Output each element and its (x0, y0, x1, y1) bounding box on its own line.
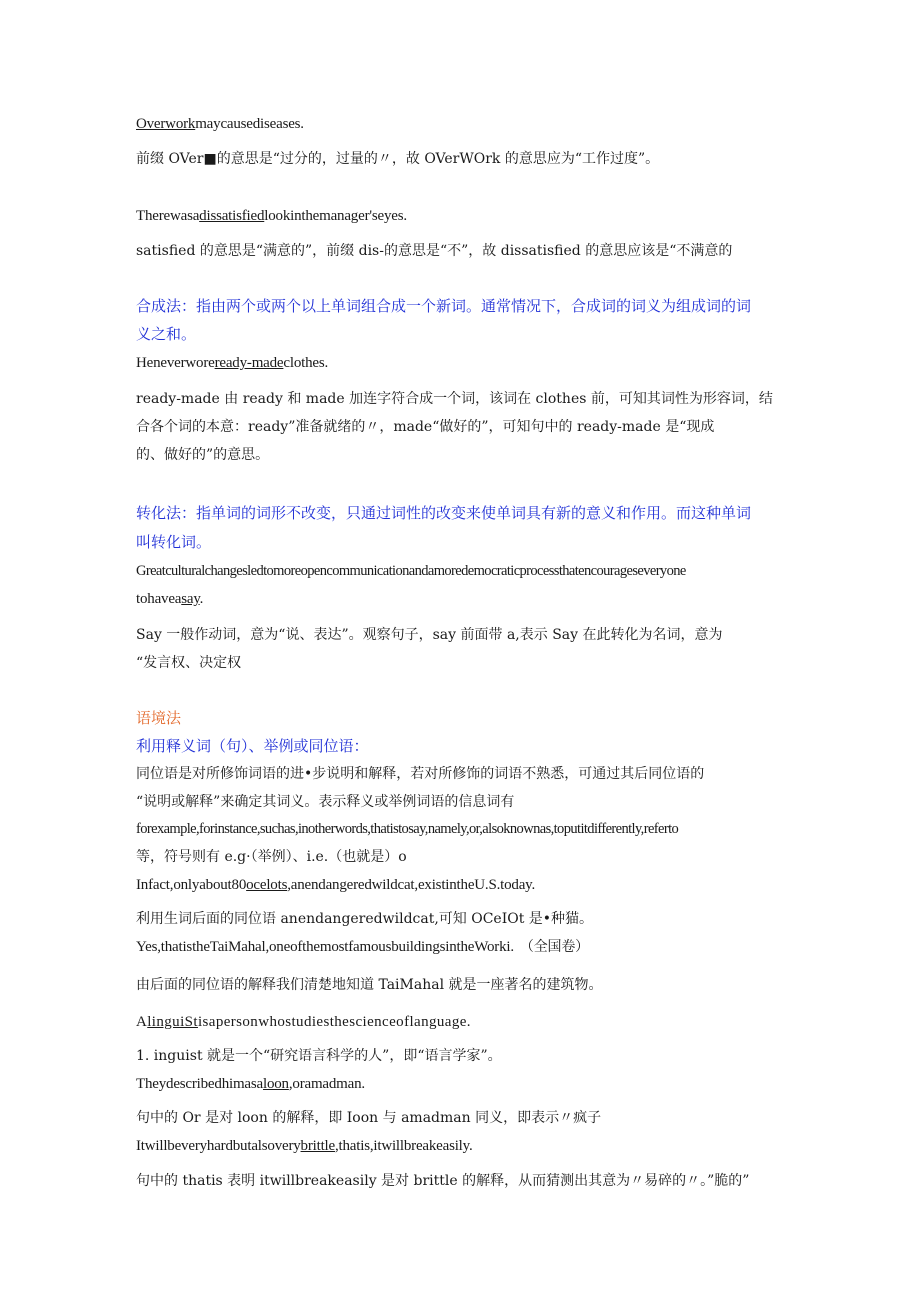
explanation-linguist: 1. inguist 就是一个“研究语言科学的人”，即“语言学家”。 (136, 1048, 502, 1064)
sentence-ready-made: Heneverworeready-madeclothes. (136, 355, 329, 371)
explanation-say: Say 一般作动词，意为“说、表达”。观察句子，say 前面带 a,表示 Say 在此转化为名词，意为 (136, 627, 723, 643)
sentence-overwork: Overworkmaycausediseases. (136, 116, 304, 132)
underlined-word: ready-made (214, 355, 284, 371)
intro-line-1: 同位语是对所修饰词语的进•步说明和解释，若对所修饰的词语不熟悉，可通过其后同位语的 (136, 766, 705, 782)
underlined-word: dissatisfied (199, 208, 265, 224)
intro-line-2: “说明或解释”来确定其词义。表示释义或举例词语的信息词有 (136, 794, 515, 810)
heading-compound: 合成法：指由两个或两个以上单词组合成一个新词。通常情况下，合成词的词义为组成词的词 (136, 297, 752, 315)
explanation-dissatisfied: satisfied 的意思是“满意的”，前缀 dis-的意思是“不”，故 dissatisfied 的意思应该是“不满意的 (136, 243, 733, 259)
underlined-word: loon (262, 1076, 289, 1092)
example-brittle: Itwillbeveryhardbutalsoverybrittle,thatis,itwillbreakeasily. (136, 1138, 473, 1154)
underlined-word: Overwork (136, 116, 196, 132)
explanation-say-2: “发言权、决定权 (136, 655, 242, 671)
underlined-word: brittle (300, 1138, 335, 1154)
explanation-ready-made: ready-made 由 ready 和 made 加连字符合成一个词，该词在 clothes 前，可知其词性为形容词，结 (136, 391, 773, 407)
explanation-ocelots: 利用生词后面的同位语 anendangeredwildcat,可知 OCeIOt 是•种猫。 (136, 911, 594, 927)
heading-conversion: 转化法：指单词的词形不改变，只通过词性的改变来使单词具有新的意义和作用。而这种单词 (136, 504, 752, 522)
example-ocelots: Infact,onlyabout80ocelots,anendangeredwildcat,existintheU.S.today. (136, 877, 536, 893)
intro-signal-words: forexample,forinstance,suchas,inotherwords,thatistosay,namely,or,alsoknownas,toputitdifferently,referto (136, 821, 679, 837)
explanation-brittle: 句中的 thatis 表明 itwillbreakeasily 是对 brittle 的解释，从而猜测出其意为〃易碎的〃。”脆的” (136, 1173, 750, 1189)
explanation-ready-made-2: 合各个词的本意：ready”准备就绪的〃，made“做好的”，可知句中的 ready-made 是“现成 (136, 419, 715, 435)
underlined-word: linguiSt (147, 1014, 198, 1030)
sentence-say-1: Greatculturalchangesledtomoreopencommunicationandamoredemocraticprocessthatencourageseveryone (136, 563, 686, 579)
heading-conversion-cont: 叫转化词。 (136, 533, 212, 551)
intro-line-4: 等，符号则有 e.g·（举例）、i.e.（也就是）o (136, 849, 407, 865)
explanation-loon: 句中的 Or 是对 loon 的解释，即 Ioon 与 amadman 同义，即表示〃疯子 (136, 1110, 602, 1126)
example-loon: Theydescribedhimasaloon,oramadman. (136, 1076, 365, 1092)
explanation-overwork: 前缀 OVer■的意思是“过分的，过量的〃，故 OVerWOrk 的意思应为“工作过度”。 (136, 151, 660, 167)
underlined-word: ocelots (246, 877, 288, 893)
example-linguist: AlinguiStisapersonwhostudiesthescienceoflanguage. (136, 1014, 471, 1030)
sentence-dissatisfied: Therewasadissatisfiedlookinthemanager'seyes. (136, 208, 407, 224)
heading-compound-cont: 义之和。 (136, 325, 197, 343)
explanation-ready-made-3: 的、做好的”的意思。 (136, 447, 270, 463)
sentence-say-2: tohaveasay. (136, 591, 204, 607)
explanation-taimahal: 由后面的同位语的解释我们清楚地知道 TaiMahal 就是一座著名的建筑物。 (136, 977, 603, 993)
example-taimahal: Yes,thatistheTaiMahal,oneofthemostfamousbuildingsintheWorki. （全国卷） (136, 939, 589, 955)
heading-context: 语境法 (136, 709, 182, 727)
underlined-word: say (181, 591, 200, 607)
subheading-appositive: 利用释义词（句）、举例或同位语： (136, 737, 369, 755)
